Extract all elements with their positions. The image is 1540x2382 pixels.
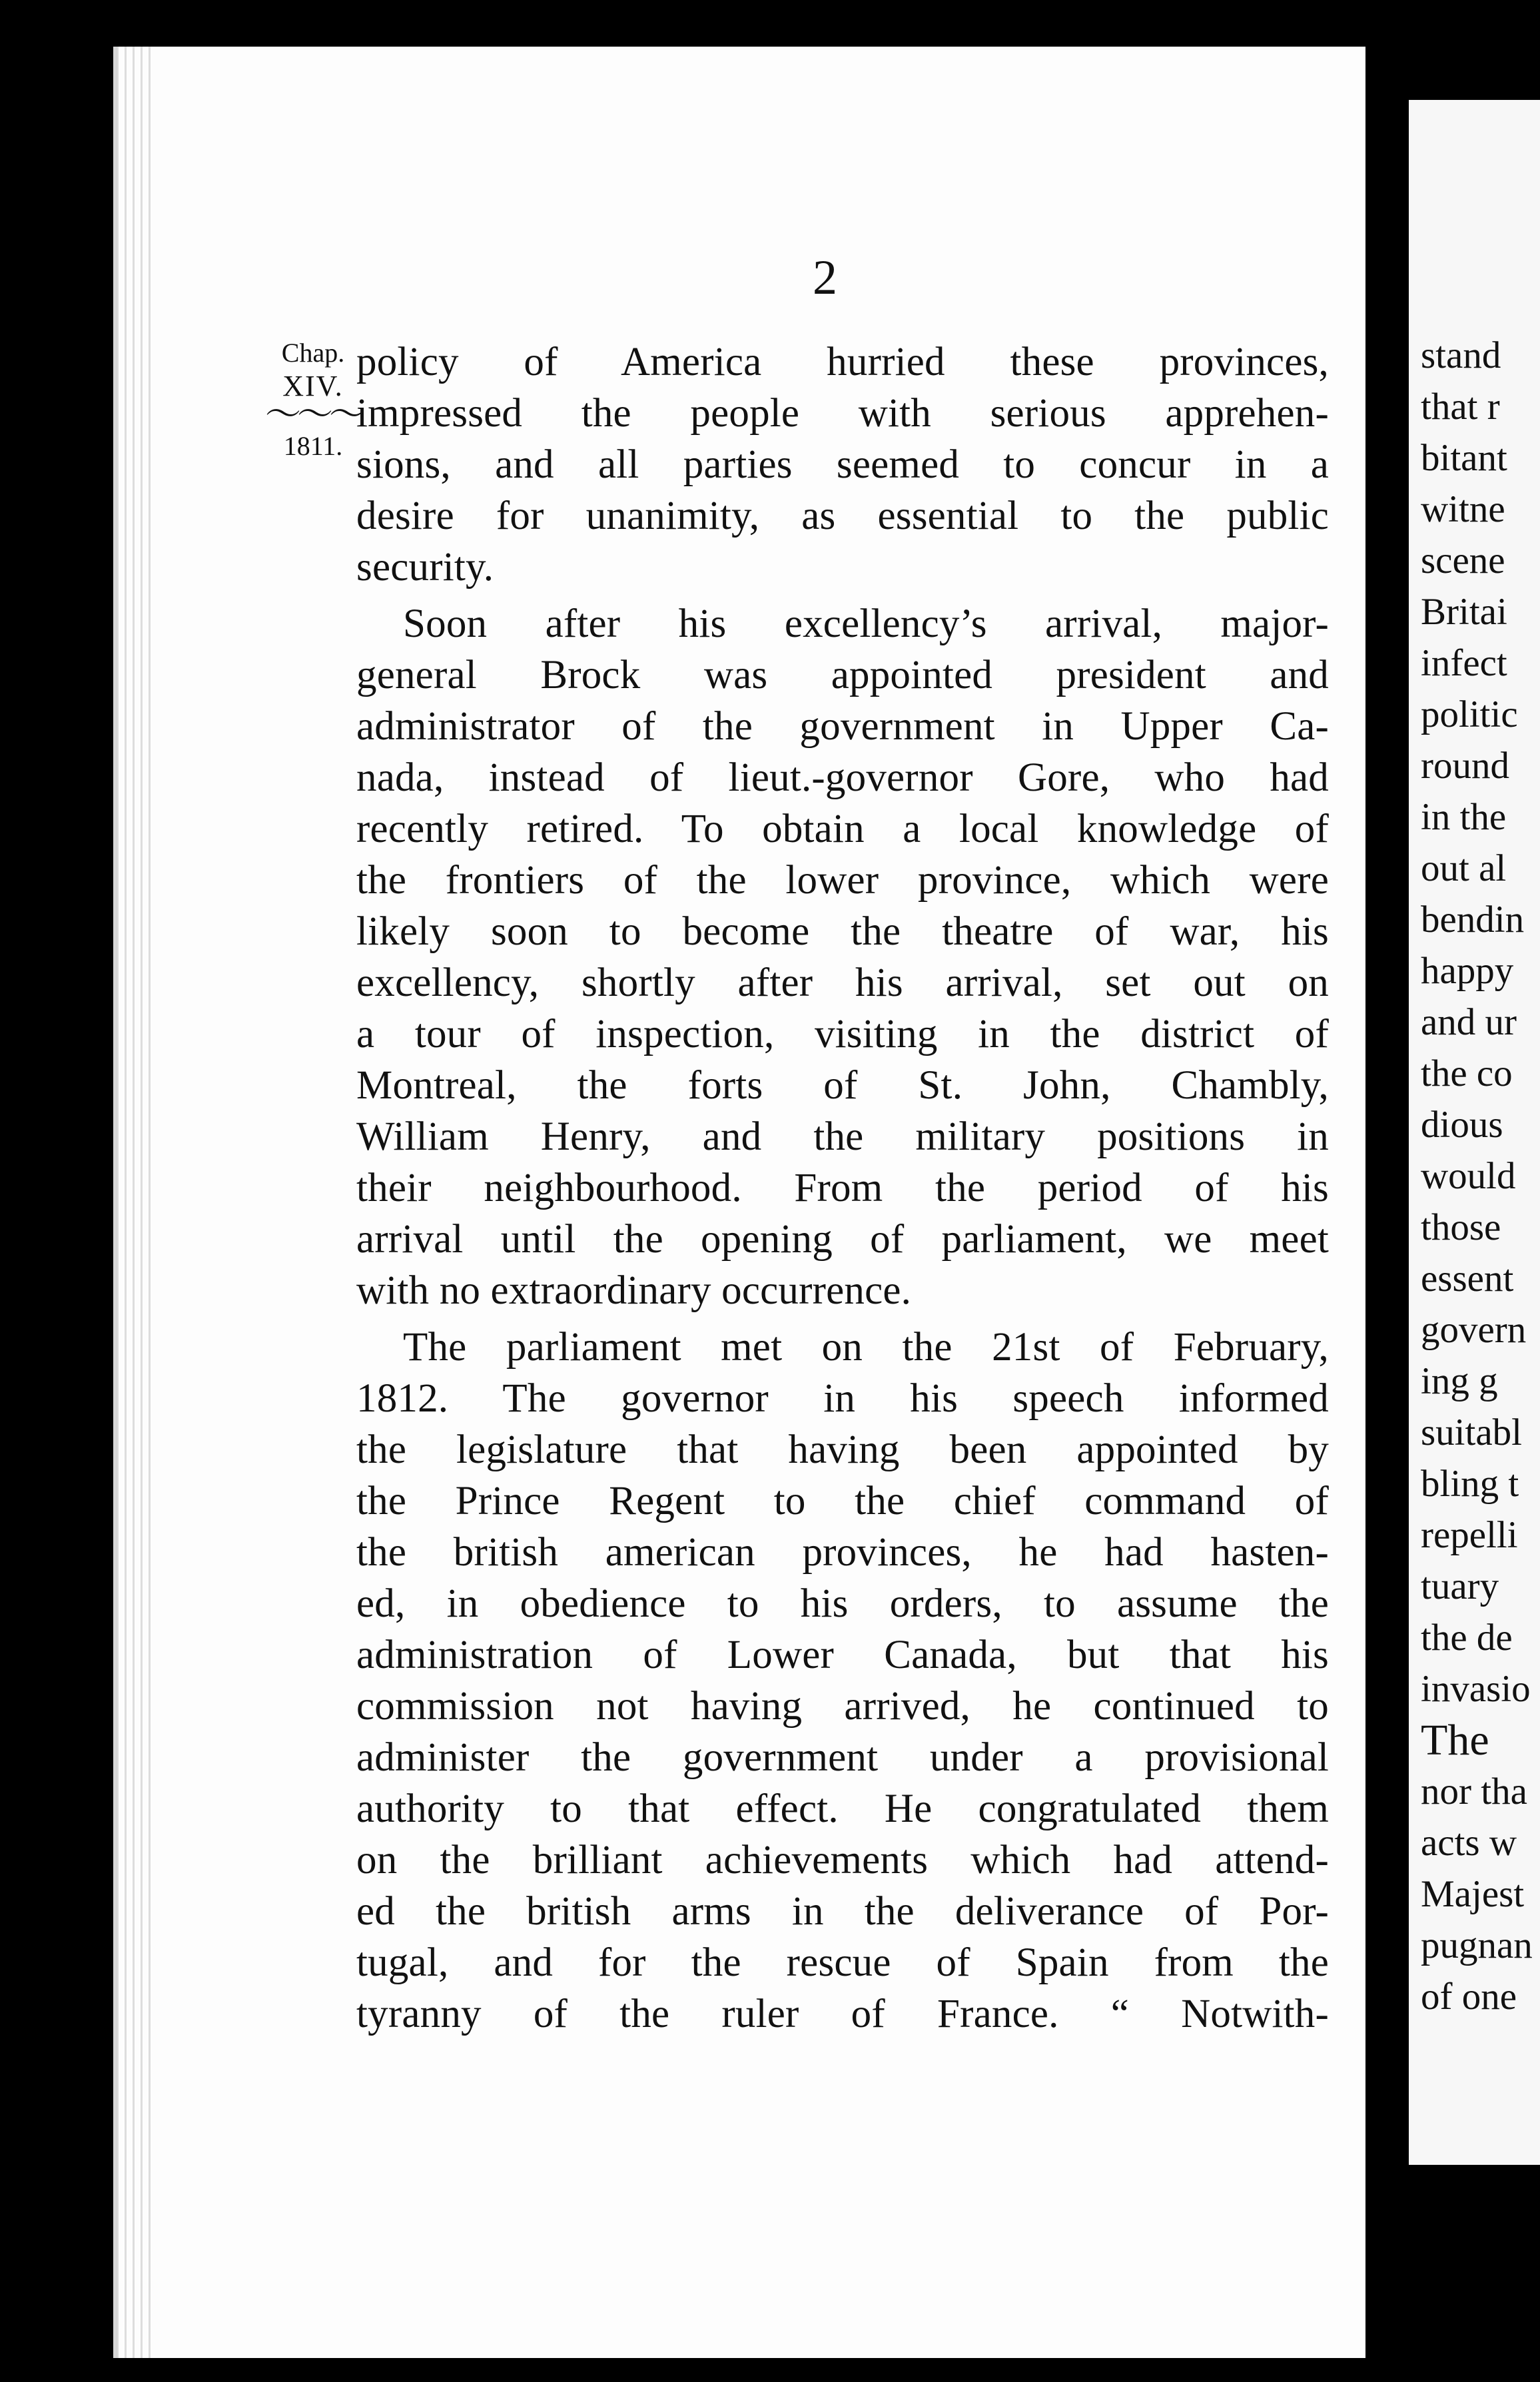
- right-page-line: repelli: [1421, 1514, 1518, 1556]
- text-line: tugal, and for the rescue of Spain from the: [356, 1940, 1329, 1985]
- margin-chapter-label: Chap.: [281, 338, 345, 368]
- right-page-line: stand: [1421, 334, 1501, 376]
- margin-brace-ornament: 〜〜〜: [265, 394, 361, 434]
- text-line: a tour of inspection, visiting in the district of: [356, 1012, 1329, 1056]
- text-line: the british american provinces, he had hasten-: [356, 1530, 1329, 1575]
- right-page-line: tuary: [1421, 1565, 1499, 1607]
- page-edge-lines: [117, 47, 157, 2358]
- page-number: 2: [813, 250, 837, 305]
- right-page-line: that r: [1421, 386, 1500, 428]
- text-line: The parliament met on the 21st of February,: [403, 1325, 1329, 1370]
- right-page-line: Britai: [1421, 591, 1507, 633]
- right-page-line: pugnan: [1421, 1924, 1533, 1966]
- text-line: Soon after his excellency’s arrival, major-: [403, 601, 1329, 646]
- book-gutter: [1365, 0, 1412, 2382]
- text-line: the Prince Regent to the chief command of: [356, 1479, 1329, 1523]
- right-page-line: nor tha: [1421, 1771, 1527, 1812]
- right-page-line: and ur: [1421, 1001, 1517, 1043]
- text-line: ed, in obedience to his orders, to assume the: [356, 1581, 1329, 1626]
- text-line: sions, and all parties seemed to concur in a: [356, 442, 1329, 487]
- text-line: on the brilliant achievements which had attend-: [356, 1838, 1329, 1882]
- right-page-line: bendin: [1421, 899, 1525, 941]
- text-line: their neighbourhood. From the period of his: [356, 1166, 1329, 1210]
- right-page-line: acts w: [1421, 1822, 1517, 1864]
- text-line: policy of America hurried these provinces,: [356, 340, 1329, 384]
- text-line: likely soon to become the theatre of war, his: [356, 909, 1329, 954]
- right-page-line: those: [1421, 1206, 1501, 1248]
- right-page-line: ing g: [1421, 1360, 1498, 1402]
- text-line: administer the government under a provisional: [356, 1735, 1329, 1780]
- right-page-line: bling t: [1421, 1463, 1519, 1505]
- right-page-line: in the: [1421, 796, 1507, 838]
- text-line: tyranny of the ruler of France. “ Notwith-: [356, 1992, 1329, 2036]
- text-line: administrator of the government in Upper Ca-: [356, 704, 1329, 749]
- text-line: impressed the people with serious apprehen-: [356, 391, 1329, 436]
- right-page-line: The: [1421, 1716, 1489, 1765]
- right-page-partial: [1409, 100, 1540, 2165]
- right-page-line: infect: [1421, 642, 1507, 684]
- paragraph-3: [356, 1322, 1329, 2040]
- right-page-line: suitabl: [1421, 1411, 1522, 1453]
- paragraph-2: [356, 598, 1329, 1316]
- right-page-line: dious: [1421, 1104, 1503, 1146]
- text-line: the frontiers of the lower province, which were: [356, 858, 1329, 903]
- text-line: Montreal, the forts of St. John, Chambly,: [356, 1063, 1329, 1108]
- text-line: nada, instead of lieut.-governor Gore, who had: [356, 755, 1329, 800]
- text-line: the legislature that having been appointed by: [356, 1427, 1329, 1472]
- right-page-line: round: [1421, 745, 1509, 787]
- right-page-line: politic: [1421, 693, 1518, 735]
- paragraph-1: [356, 336, 1329, 593]
- right-page-line: out al: [1421, 847, 1507, 889]
- text-line: William Henry, and the military positions in: [356, 1114, 1329, 1159]
- text-line: desire for unanimity, as essential to the public: [356, 494, 1329, 538]
- right-page-line: would: [1421, 1155, 1516, 1197]
- right-page-line: the co: [1421, 1052, 1513, 1094]
- text-line: security.: [356, 545, 494, 590]
- text-line: commission not having arrived, he continued to: [356, 1684, 1329, 1729]
- margin-note: [256, 340, 370, 466]
- text-line: 1812. The governor in his speech informed: [356, 1376, 1329, 1421]
- right-page-line: of one: [1421, 1976, 1517, 2018]
- right-page-line: bitant: [1421, 437, 1507, 479]
- text-line: recently retired. To obtain a local knowledge of: [356, 807, 1329, 851]
- text-line: general Brock was appointed president and: [356, 653, 1329, 697]
- margin-chapter-number: XIV.: [282, 370, 344, 402]
- right-page-text: [1421, 330, 1540, 2022]
- right-page-line: witne: [1421, 488, 1505, 530]
- margin-year: 1811.: [283, 431, 343, 461]
- right-page-line: happy: [1421, 950, 1514, 992]
- text-line: ed the british arms in the deliverance of Por-: [356, 1889, 1329, 1934]
- text-line: administration of Lower Canada, but that his: [356, 1633, 1329, 1677]
- right-page-line: scene: [1421, 540, 1505, 582]
- text-line: with no extraordinary occurrence.: [356, 1268, 912, 1313]
- text-line: arrival until the opening of parliament, we meet: [356, 1217, 1329, 1262]
- right-page-line: Majest: [1421, 1873, 1525, 1915]
- right-page-line: the de: [1421, 1617, 1513, 1659]
- right-page-line: essent: [1421, 1258, 1514, 1300]
- text-line: excellency, shortly after his arrival, set out on: [356, 961, 1329, 1005]
- right-page-line: govern: [1421, 1309, 1527, 1351]
- body-text: [356, 336, 1329, 2040]
- text-line: authority to that effect. He congratulated them: [356, 1786, 1329, 1831]
- right-page-line: invasio: [1421, 1668, 1531, 1710]
